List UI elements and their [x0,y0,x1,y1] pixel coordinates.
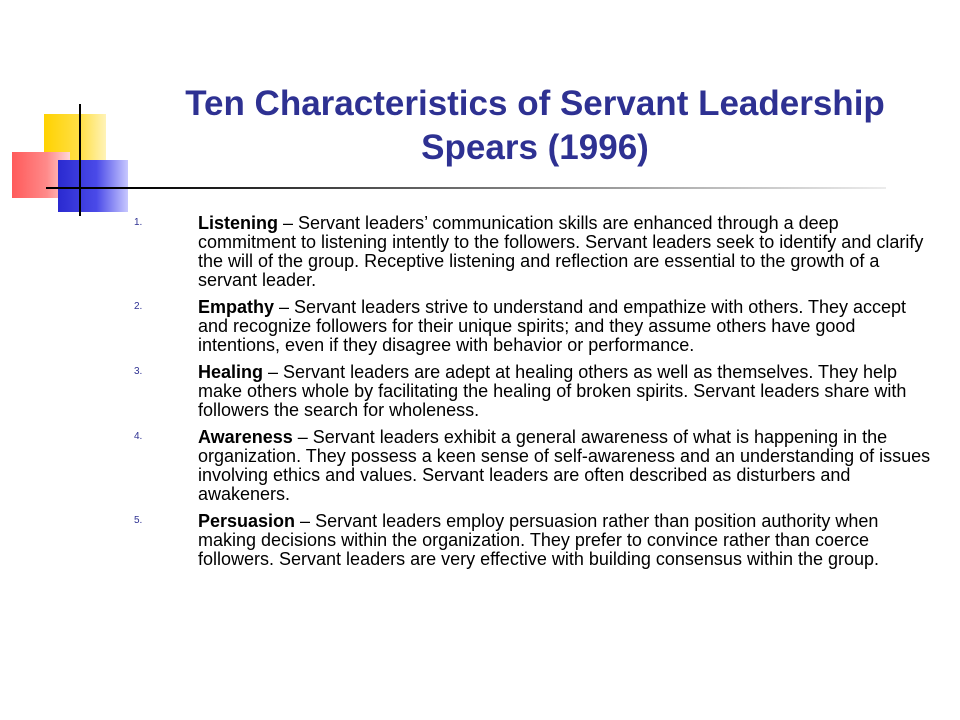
list-item-awareness [134,428,934,504]
list-item-empathy [134,298,934,355]
list-item-term: Empathy [198,297,275,317]
list-item-text: Servant leaders’ communication skills are enhanced through a deep commitment to listening intently to the followers. Servant leaders seek to identify and clarify the will of the group. Receptive listening and reflection are essential to the growth of a servant leader. [198,213,924,290]
list-item-text: Servant leaders employ persuasion rather than position authority when making decisions within the organization. They prefer to convince rather than coerce followers. Servant leaders are very effective with building consensus within the group. [198,511,880,569]
list-item-separator: – [274,297,295,317]
list-item-listening [134,214,934,290]
title-underline-rule [46,187,886,189]
list-item-separator: – [295,511,316,531]
list-item-term: Persuasion [198,511,296,531]
list-item-term: Healing [198,362,264,382]
slide-title-line-2: Spears (1996) [421,128,649,167]
list-item-text: Servant leaders exhibit a general awareness of what is happening in the organization. They possess a keen sense of self-awareness and an understanding of issues involving ethics and values. Servant leaders are often described as disturbers and awakeners. [198,427,931,504]
list-item-separator: – [292,427,313,447]
list-item-separator: – [263,362,284,382]
blue-square-decoration [58,160,128,212]
list-item-text: Servant leaders strive to understand and empathize with others. They accept and recognize followers for their unique spirits; and they assume others have good intentions, even if they disagree with behavior or performance. [198,297,907,355]
list-item-text: Servant leaders are adept at healing others as well as themselves. They help make others whole by facilitating the healing of broken spirits. Servant leaders share with followers the search for wholeness. [198,362,907,420]
list-item-number: 1. [134,217,143,228]
list-item-healing [134,363,934,420]
list-item-number: 5. [134,515,143,526]
list-item-number: 2. [134,301,143,312]
list-item-number: 3. [134,366,143,377]
list-item-persuasion [134,512,934,569]
characteristics-list [134,214,934,577]
slide-title [140,82,930,170]
list-item-separator: – [278,213,299,233]
list-item-term: Listening [198,213,278,233]
list-item-term: Awareness [198,427,293,447]
slide-title-line-1: Ten Characteristics of Servant Leadership [185,84,885,123]
list-item-number: 4. [134,431,143,442]
vertical-rule-decoration [79,104,81,216]
